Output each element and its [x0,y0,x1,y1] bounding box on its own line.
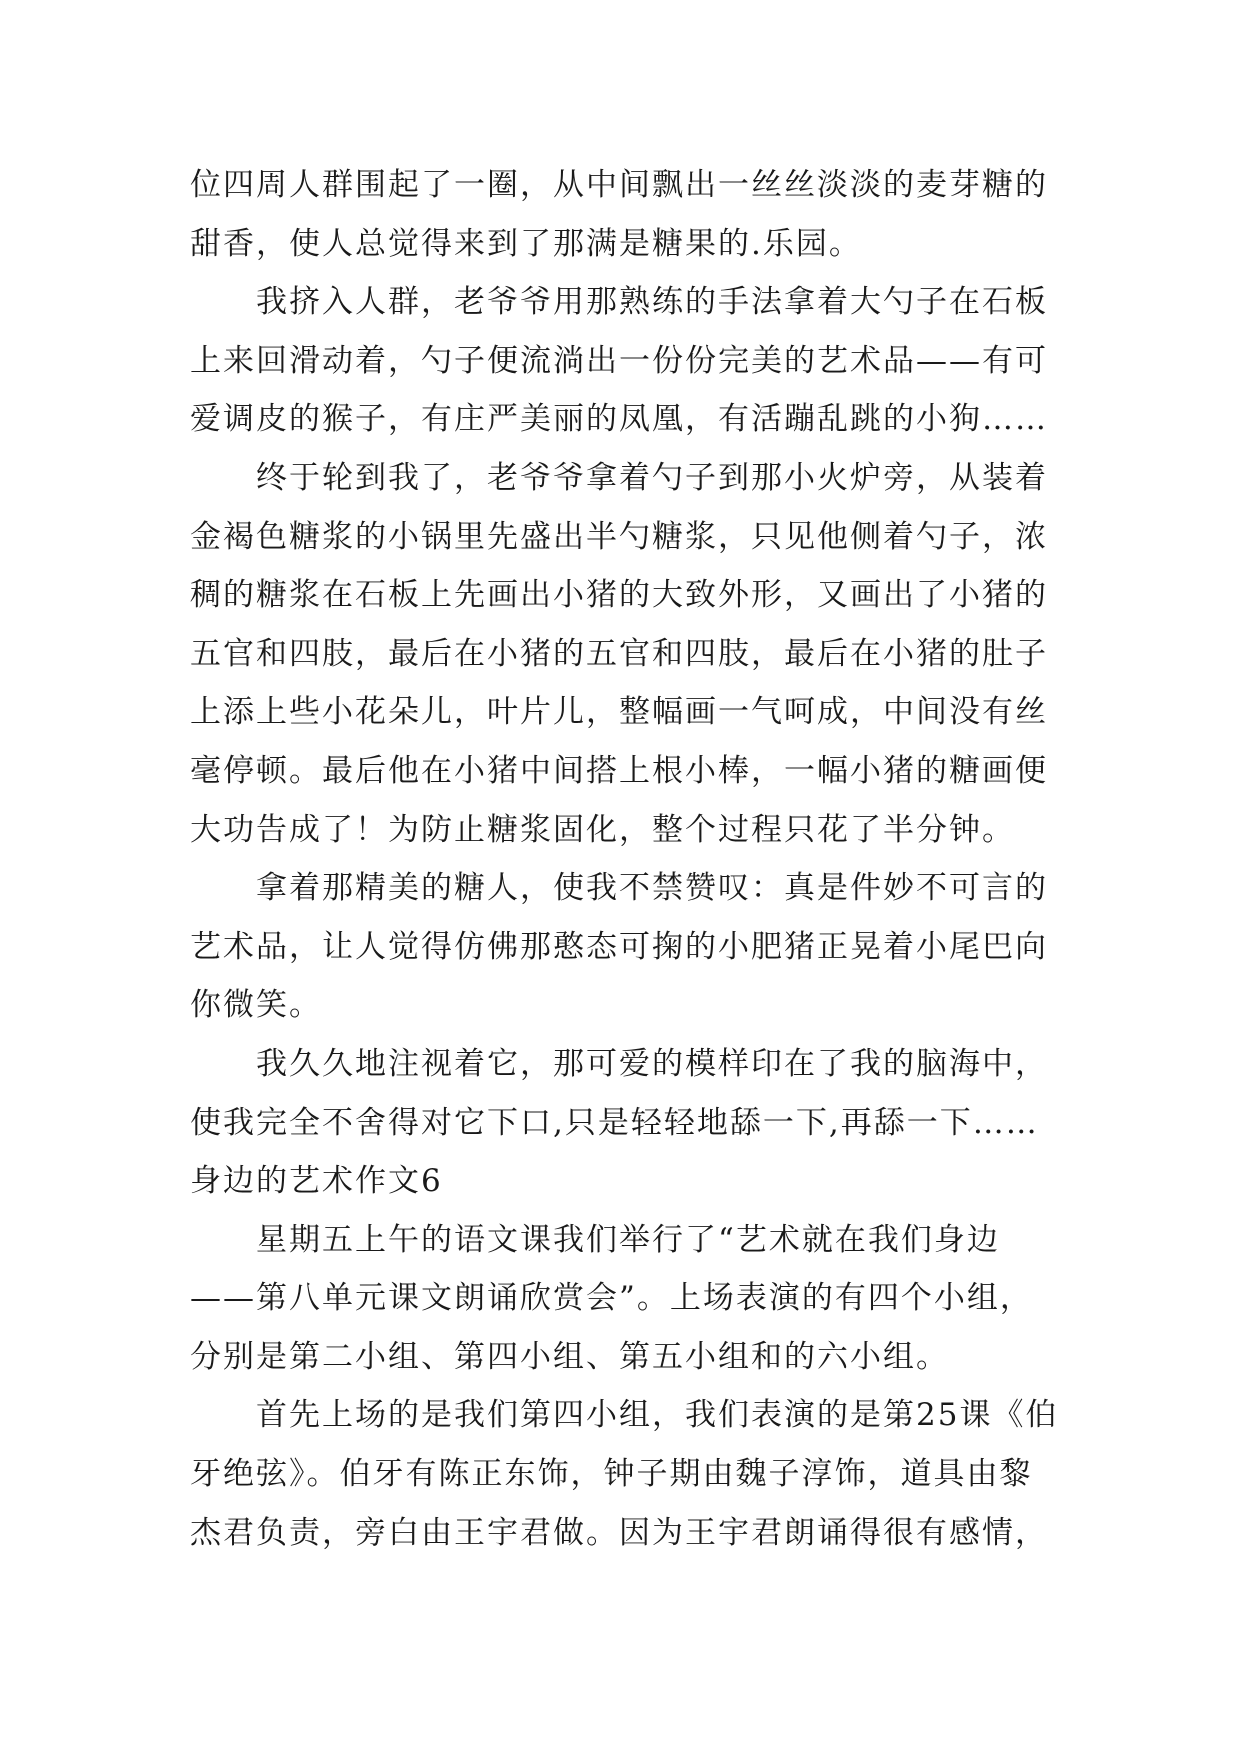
text-line: 终于轮到我了，老爷爷拿着勺子到那小火炉旁，从装着 [256,459,1048,496]
text-line: 艺术品，让人觉得仿佛那憨态可掬的小肥猪正晃着小尾巴向 [190,928,1048,965]
text-line: 牙绝弦》。伯牙有陈正东饰，钟子期由魏子淳饰，道具由黎 [190,1456,1033,1493]
text-line: 我久久地注视着它，那可爱的模样印在了我的脑海中， [256,1045,1048,1082]
text-line: 上来回滑动着，勺子便流淌出一份份完美的艺术品——有可 [190,342,1048,379]
text-line: 星期五上午的语文课我们举行了“艺术就在我们身边 [256,1221,1000,1258]
document-body [190,156,1070,1562]
text-line: 拿着那精美的糖人，使我不禁赞叹：真是件妙不可言的 [256,870,1048,907]
text-line: 使我完全不舍得对它下口,只是轻轻地舔一下,再舔一下…… [190,1104,1039,1141]
text-line: 大功告成了！为防止糖浆固化，整个过程只花了半分钟。 [190,811,1015,848]
text-line: 首先上场的是我们第四小组，我们表演的是第25课《伯 [256,1397,1059,1434]
text-line: 毫停顿。最后他在小猪中间搭上根小棒，一幅小猪的糖画便 [190,752,1048,789]
text-line: 稠的糖浆在石板上先画出小猪的大致外形，又画出了小猪的 [190,577,1048,614]
text-line: ——第八单元课文朗诵欣赏会”。上场表演的有四个小组， [190,1280,1033,1317]
text-line: 五官和四肢，最后在小猪的五官和四肢，最后在小猪的肚子 [190,635,1048,672]
text-line: 位四周人群围起了一圈，从中间飘出一丝丝淡淡的麦芽糖的 [190,167,1048,203]
text-line: 爱调皮的猴子，有庄严美丽的凤凰，有活蹦乱跳的小狗…… [190,401,1048,438]
text-line: 我挤入人群，老爷爷用那熟练的手法拿着大勺子在石板 [256,284,1048,321]
text-line: 分别是第二小组、第四小组、第五小组和的六小组。 [190,1338,949,1375]
text-line: 杰君负责，旁白由王宇君做。因为王宇君朗诵得很有感情， [190,1514,1048,1551]
text-line: 金褐色糖浆的小锅里先盛出半勺糖浆，只见他侧着勺子，浓 [190,518,1048,555]
text-line: 甜香，使人总觉得来到了那满是糖果的.乐园。 [190,225,862,262]
text-line: 上添上些小花朵儿，叶片儿，整幅画一气呵成，中间没有丝 [190,694,1048,731]
text-line: 你微笑。 [190,987,322,1024]
section-heading: 身边的艺术作文6 [190,1163,443,1200]
